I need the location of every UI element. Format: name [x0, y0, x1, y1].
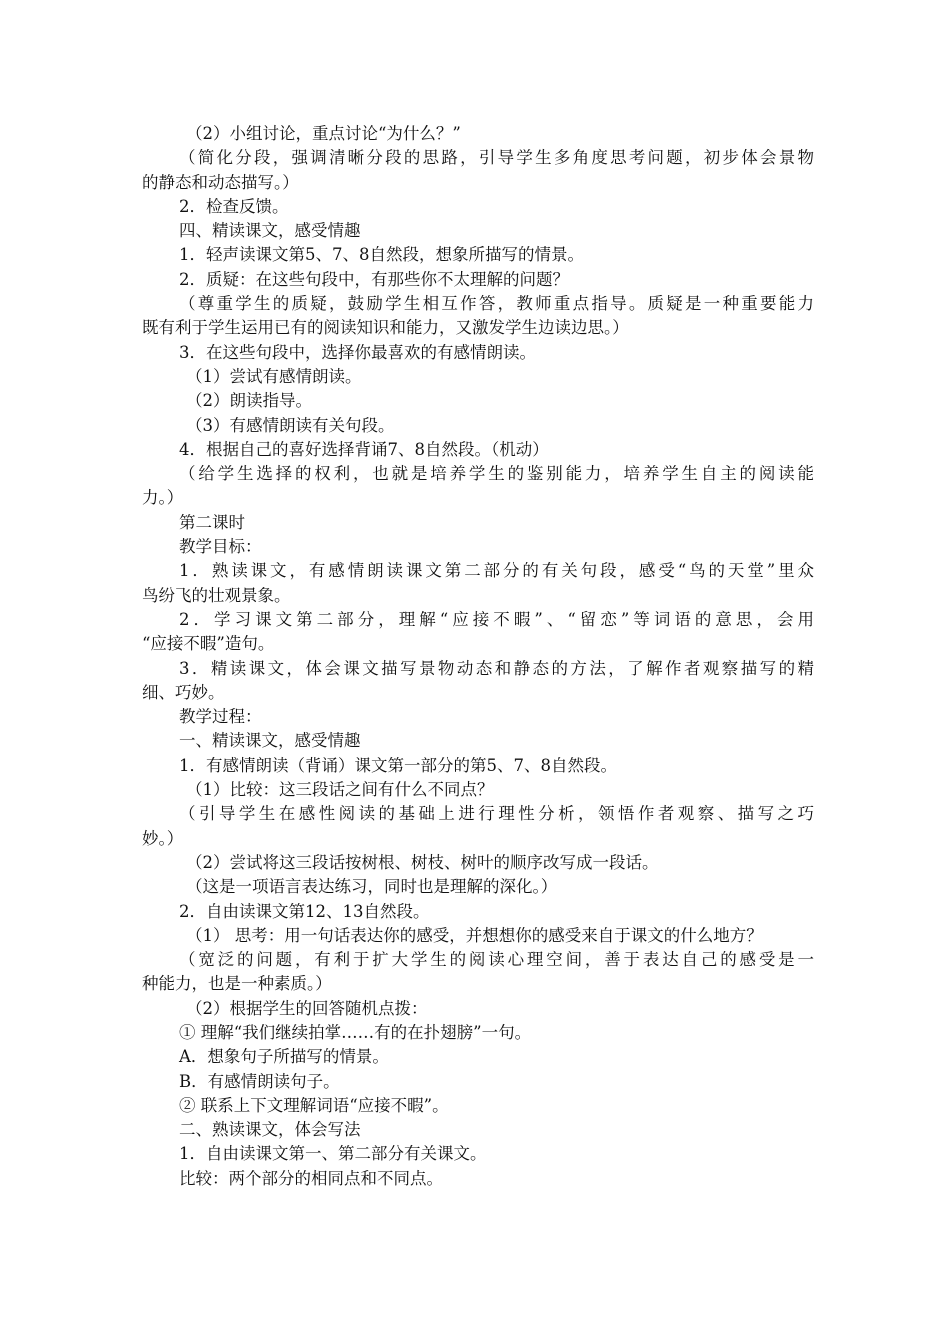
- text-line: （1） 思考：用一句话表达你的感受，并想想你的感受来自于课文的什么地方？: [186, 925, 763, 945]
- text-line: 的静态和动态描写。）: [142, 172, 299, 192]
- text-line: （给学生选择的权利，也就是培养学生的鉴别能力，培养学生自主的阅读能: [179, 464, 814, 484]
- document-page: [142, 122, 814, 1191]
- text-line: 3．精读课文，体会课文描写景物动态和静态的方法，了解作者观察描写的精: [179, 658, 814, 678]
- text-line: 力。）: [142, 488, 184, 508]
- text-line: B．有感情朗读句子。: [179, 1071, 340, 1091]
- text-line: （宽泛的问题，有利于扩大学生的阅读心理空间，善于表达自己的感受是一: [179, 950, 814, 970]
- text-line: 细、巧妙。: [142, 682, 225, 702]
- text-line: 比较：两个部分的相同点和不同点。: [179, 1168, 443, 1188]
- text-line: （引导学生在感性阅读的基础上进行理性分析，领悟作者观察、描写之巧: [179, 804, 814, 824]
- text-line: 2．学习课文第二部分，理解“应接不暇”、“留恋”等词语的意思，会用: [179, 609, 814, 629]
- text-line: （尊重学生的质疑，鼓励学生相互作答，教师重点指导。质疑是一种重要能力: [179, 294, 814, 314]
- text-line: 鸟纷飞的壮观景象。: [142, 585, 291, 605]
- text-line: 1．熟读课文，有感情朗读课文第二部分的有关句段，感受“鸟的天堂”里众: [179, 561, 814, 581]
- section-heading: 教学过程：: [179, 707, 262, 727]
- text-line: 1．轻声读课文第5、7、8自然段，想象所描写的情景。: [179, 245, 584, 265]
- section-heading: 一、精读课文，感受情趣: [179, 731, 361, 751]
- text-line: ① 理解“我们继续拍掌……有的在扑翅膀”一句。: [179, 1022, 532, 1042]
- text-line: （这是一项语言表达练习，同时也是理解的深化。）: [186, 877, 558, 897]
- text-line: 1．自由读课文第一、第二部分有关课文。: [179, 1144, 487, 1164]
- text-line: 种能力，也是一种素质。）: [142, 974, 332, 994]
- text-line: ② 联系上下文理解词语“应接不暇”。: [179, 1095, 449, 1115]
- text-line: 2．检查反馈。: [179, 196, 289, 216]
- text-line: （3）有感情朗读有关句段。: [186, 415, 395, 435]
- text-line: 4．根据自己的喜好选择背诵7、8自然段。（机动）: [179, 439, 549, 459]
- text-line: （简化分段，强调清晰分段的思路，引导学生多角度思考问题，初步体会景物: [179, 148, 814, 168]
- text-line: （2）根据学生的回答随机点拨：: [186, 998, 428, 1018]
- section-heading: 四、精读课文，感受情趣: [179, 221, 361, 241]
- text-line: （2）尝试将这三段话按树根、树枝、树叶的顺序改写成一段话。: [186, 852, 659, 872]
- text-line: A．想象句子所描写的情景。: [179, 1047, 389, 1067]
- section-heading: 教学目标：: [179, 537, 262, 557]
- text-line: 妙。）: [142, 828, 184, 848]
- text-line: 既有利于学生运用已有的阅读知识和能力，又激发学生边读边思。）: [142, 318, 629, 338]
- section-heading: 第二课时: [179, 512, 245, 532]
- text-line: （2）朗读指导。: [186, 391, 312, 411]
- text-line: 2．质疑：在这些句段中，有那些你不太理解的问题？: [179, 269, 569, 289]
- section-heading: 二、熟读课文，体会写法: [179, 1120, 361, 1140]
- text-line: 3．在这些句段中，选择你最喜欢的有感情朗读。: [179, 342, 536, 362]
- text-line: 1．有感情朗读（背诵）课文第一部分的第5、7、8自然段。: [179, 755, 617, 775]
- text-line: （2）小组讨论，重点讨论“为什么？”: [186, 124, 461, 143]
- text-line: （1）比较：这三段话之间有什么不同点？: [186, 780, 494, 800]
- text-line: 2．自由读课文第12、13自然段。: [179, 901, 430, 921]
- text-line: “应接不暇”造句。: [142, 634, 275, 654]
- text-line: （1）尝试有感情朗读。: [186, 366, 362, 386]
